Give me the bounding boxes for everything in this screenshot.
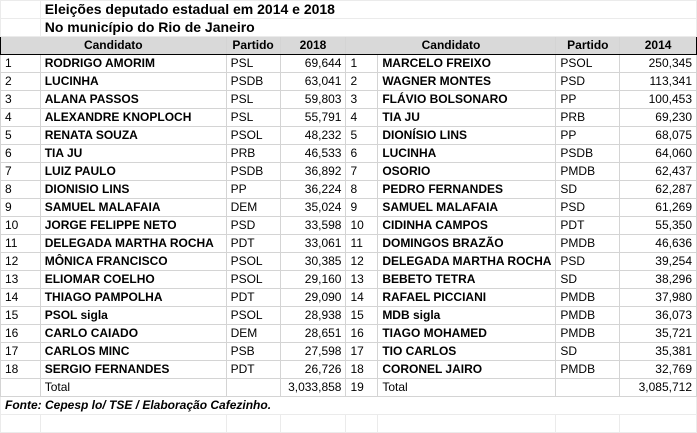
- rank-2014: 10: [346, 217, 378, 235]
- candidate-2018: CARLOS MINC: [40, 343, 226, 361]
- total-value-2018: 3,033,858: [280, 379, 346, 397]
- votes-2014: 38,296: [620, 271, 697, 289]
- empty-cell: [620, 415, 697, 433]
- candidate-2018: TIA JU: [40, 145, 226, 163]
- rank-2018: 16: [1, 325, 41, 343]
- votes-2018: 63,041: [280, 73, 346, 91]
- party-2018: PSOL: [226, 253, 280, 271]
- party-2014: PSDB: [556, 145, 620, 163]
- votes-2014: 61,269: [620, 199, 697, 217]
- table-row: [1, 199, 697, 217]
- header-row: [1, 37, 697, 55]
- votes-2014: 62,287: [620, 181, 697, 199]
- candidate-2014: TIO CARLOS: [378, 343, 556, 361]
- rank-2018: 3: [1, 91, 41, 109]
- votes-2018: 33,061: [280, 235, 346, 253]
- empty-cell: [1, 415, 41, 433]
- rank-2014: 15: [346, 307, 378, 325]
- party-2014: PDT: [556, 217, 620, 235]
- empty-cell: [346, 415, 378, 433]
- rank-2018: 18: [1, 361, 41, 379]
- total-rank-2014: 19: [346, 379, 378, 397]
- total-empty-2014: [556, 379, 620, 397]
- votes-2018: 27,598: [280, 343, 346, 361]
- candidate-2018: THIAGO PAMPOLHA: [40, 289, 226, 307]
- votes-2014: 39,254: [620, 253, 697, 271]
- source-row: [1, 397, 697, 415]
- votes-2014: 32,769: [620, 361, 697, 379]
- empty-cell: [378, 415, 556, 433]
- candidate-2014: SAMUEL MALAFAIA: [378, 199, 556, 217]
- party-2018: PDT: [226, 361, 280, 379]
- party-2014: PSOL: [556, 55, 620, 73]
- votes-2018: 55,791: [280, 109, 346, 127]
- rank-2014: 9: [346, 199, 378, 217]
- table-row: [1, 361, 697, 379]
- party-2014: PMDB: [556, 289, 620, 307]
- sheet-title: Eleições deputado estadual em 2014 e 2018: [40, 1, 696, 19]
- votes-2014: 100,453: [620, 91, 697, 109]
- rank-2018: 14: [1, 289, 41, 307]
- party-2014: PSD: [556, 73, 620, 91]
- votes-2018: 36,224: [280, 181, 346, 199]
- votes-2014: 62,437: [620, 163, 697, 181]
- total-row: [1, 379, 697, 397]
- header-party-2018: Partido: [226, 37, 280, 55]
- party-2014: PSD: [556, 253, 620, 271]
- votes-2014: 35,381: [620, 343, 697, 361]
- table-row: [1, 55, 697, 73]
- candidate-2018: SAMUEL MALAFAIA: [40, 199, 226, 217]
- candidate-2014: FLÁVIO BOLSONARO: [378, 91, 556, 109]
- rank-2018: 1: [1, 55, 41, 73]
- header-year-2018: 2018: [280, 37, 346, 55]
- table-row: [1, 163, 697, 181]
- rank-2014: 7: [346, 163, 378, 181]
- votes-2018: 35,024: [280, 199, 346, 217]
- party-2014: PP: [556, 91, 620, 109]
- candidate-2014: WAGNER MONTES: [378, 73, 556, 91]
- rank-2014: 18: [346, 361, 378, 379]
- candidate-2014: TIAGO MOHAMED: [378, 325, 556, 343]
- candidate-2014: MARCELO FREIXO: [378, 55, 556, 73]
- empty-cell: [40, 415, 226, 433]
- candidate-2018: DIONISIO LINS: [40, 181, 226, 199]
- rank-2014: 8: [346, 181, 378, 199]
- party-2014: SD: [556, 343, 620, 361]
- party-2014: PP: [556, 127, 620, 145]
- party-2018: PSL: [226, 55, 280, 73]
- votes-2018: 59,803: [280, 91, 346, 109]
- votes-2014: 113,341: [620, 73, 697, 91]
- party-2018: PDT: [226, 289, 280, 307]
- party-2018: PSL: [226, 109, 280, 127]
- party-2014: PMDB: [556, 235, 620, 253]
- rank-2014: 13: [346, 271, 378, 289]
- party-2018: DEM: [226, 199, 280, 217]
- votes-2018: 28,651: [280, 325, 346, 343]
- rank-2018: 13: [1, 271, 41, 289]
- votes-2018: 69,644: [280, 55, 346, 73]
- total-rank-2018: [1, 379, 41, 397]
- votes-2014: 69,230: [620, 109, 697, 127]
- party-2018: PSL: [226, 91, 280, 109]
- rank-2014: 4: [346, 109, 378, 127]
- votes-2018: 36,892: [280, 163, 346, 181]
- rank-2018: 15: [1, 307, 41, 325]
- rank-2018: 17: [1, 343, 41, 361]
- table-row: [1, 343, 697, 361]
- votes-2018: 26,726: [280, 361, 346, 379]
- party-2018: PSOL: [226, 271, 280, 289]
- votes-2018: 30,385: [280, 253, 346, 271]
- rank-2014: 11: [346, 235, 378, 253]
- table-row: [1, 109, 697, 127]
- candidate-2018: ELIOMAR COELHO: [40, 271, 226, 289]
- rank-2018: 7: [1, 163, 41, 181]
- total-label-2014: Total: [378, 379, 556, 397]
- empty-cell: [280, 415, 346, 433]
- votes-2014: 64,060: [620, 145, 697, 163]
- header-candidate-2018: Candidato: [1, 37, 227, 55]
- votes-2014: 46,636: [620, 235, 697, 253]
- rank-2018: 12: [1, 253, 41, 271]
- candidate-2014: LUCINHA: [378, 145, 556, 163]
- rank-2018: 10: [1, 217, 41, 235]
- rank-2018: 4: [1, 109, 41, 127]
- table-row: [1, 325, 697, 343]
- party-2018: PRB: [226, 145, 280, 163]
- votes-2014: 250,345: [620, 55, 697, 73]
- party-2014: PMDB: [556, 307, 620, 325]
- candidate-2014: DIONÍSIO LINS: [378, 127, 556, 145]
- rank-2018: 2: [1, 73, 41, 91]
- rank-2018: 6: [1, 145, 41, 163]
- party-2018: DEM: [226, 325, 280, 343]
- votes-2018: 46,533: [280, 145, 346, 163]
- party-2014: PSD: [556, 199, 620, 217]
- votes-2018: 48,232: [280, 127, 346, 145]
- rank-2014: 6: [346, 145, 378, 163]
- party-2014: PMDB: [556, 325, 620, 343]
- rank-2018: 11: [1, 235, 41, 253]
- votes-2018: 29,090: [280, 289, 346, 307]
- party-2018: PSDB: [226, 73, 280, 91]
- table-row: [1, 289, 697, 307]
- party-2014: SD: [556, 271, 620, 289]
- table-row: [1, 91, 697, 109]
- party-2018: PSOL: [226, 127, 280, 145]
- candidate-2014: RAFAEL PICCIANI: [378, 289, 556, 307]
- candidate-2014: DOMINGOS BRAZÃO: [378, 235, 556, 253]
- candidate-2018: ALANA PASSOS: [40, 91, 226, 109]
- votes-2014: 68,075: [620, 127, 697, 145]
- rank-2018: 9: [1, 199, 41, 217]
- votes-2018: 28,938: [280, 307, 346, 325]
- candidate-2018: SERGIO FERNANDES: [40, 361, 226, 379]
- party-2018: PP: [226, 181, 280, 199]
- candidate-2014: DELEGADA MARTHA ROCHA: [378, 253, 556, 271]
- sheet-subtitle: No município do Rio de Janeiro: [40, 19, 696, 37]
- party-2018: PSB: [226, 343, 280, 361]
- rank-2014: 14: [346, 289, 378, 307]
- candidate-2018: PSOL sigla: [40, 307, 226, 325]
- candidate-2018: LUIZ PAULO: [40, 163, 226, 181]
- candidate-2018: LUCINHA: [40, 73, 226, 91]
- rank-2014: 5: [346, 127, 378, 145]
- table-row: [1, 217, 697, 235]
- blank-row: [1, 415, 697, 433]
- header-candidate-2014: Candidato: [346, 37, 556, 55]
- total-value-2014: 3,085,712: [620, 379, 697, 397]
- source-note: Fonte: Cepesp lo/ TSE / Elaboração Cafezinho.: [1, 397, 697, 415]
- header-party-2014: Partido: [556, 37, 620, 55]
- votes-2014: 36,073: [620, 307, 697, 325]
- table-row: [1, 307, 697, 325]
- candidate-2014: TIA JU: [378, 109, 556, 127]
- candidate-2014: CIDINHA CAMPOS: [378, 217, 556, 235]
- rank-2018: 5: [1, 127, 41, 145]
- party-2014: PRB: [556, 109, 620, 127]
- party-2014: PMDB: [556, 163, 620, 181]
- candidate-2014: MDB sigla: [378, 307, 556, 325]
- party-2018: PSOL: [226, 307, 280, 325]
- rank-2014: 1: [346, 55, 378, 73]
- header-year-2014: 2014: [620, 37, 697, 55]
- table-row: [1, 73, 697, 91]
- party-2014: SD: [556, 181, 620, 199]
- rank-2014: 17: [346, 343, 378, 361]
- candidate-2018: DELEGADA MARTHA ROCHA: [40, 235, 226, 253]
- candidate-2018: MÔNICA FRANCISCO: [40, 253, 226, 271]
- empty-cell: [226, 415, 280, 433]
- rank-2014: 2: [346, 73, 378, 91]
- table-row: [1, 127, 697, 145]
- total-empty-2018: [226, 379, 280, 397]
- votes-2014: 37,980: [620, 289, 697, 307]
- candidate-2014: BEBETO TETRA: [378, 271, 556, 289]
- party-2018: PSD: [226, 217, 280, 235]
- candidate-2018: CARLO CAIADO: [40, 325, 226, 343]
- rank-2014: 12: [346, 253, 378, 271]
- table-row: [1, 145, 697, 163]
- table-row: [1, 181, 697, 199]
- table-row: [1, 271, 697, 289]
- votes-2018: 29,160: [280, 271, 346, 289]
- table-row: [1, 253, 697, 271]
- total-label-2018: Total: [40, 379, 226, 397]
- party-2018: PDT: [226, 235, 280, 253]
- table-row: [1, 235, 697, 253]
- candidate-2018: JORGE FELIPPE NETO: [40, 217, 226, 235]
- rank-2014: 16: [346, 325, 378, 343]
- party-2018: PSDB: [226, 163, 280, 181]
- candidate-2014: PEDRO FERNANDES: [378, 181, 556, 199]
- empty-cell: [556, 415, 620, 433]
- rank-2018: 8: [1, 181, 41, 199]
- party-2014: PMDB: [556, 361, 620, 379]
- candidate-2018: RENATA SOUZA: [40, 127, 226, 145]
- candidate-2014: OSORIO: [378, 163, 556, 181]
- candidate-2018: ALEXANDRE KNOPLOCH: [40, 109, 226, 127]
- votes-2018: 33,598: [280, 217, 346, 235]
- votes-2014: 35,721: [620, 325, 697, 343]
- votes-2014: 55,350: [620, 217, 697, 235]
- rank-2014: 3: [346, 91, 378, 109]
- candidate-2014: CORONEL JAIRO: [378, 361, 556, 379]
- candidate-2018: RODRIGO AMORIM: [40, 55, 226, 73]
